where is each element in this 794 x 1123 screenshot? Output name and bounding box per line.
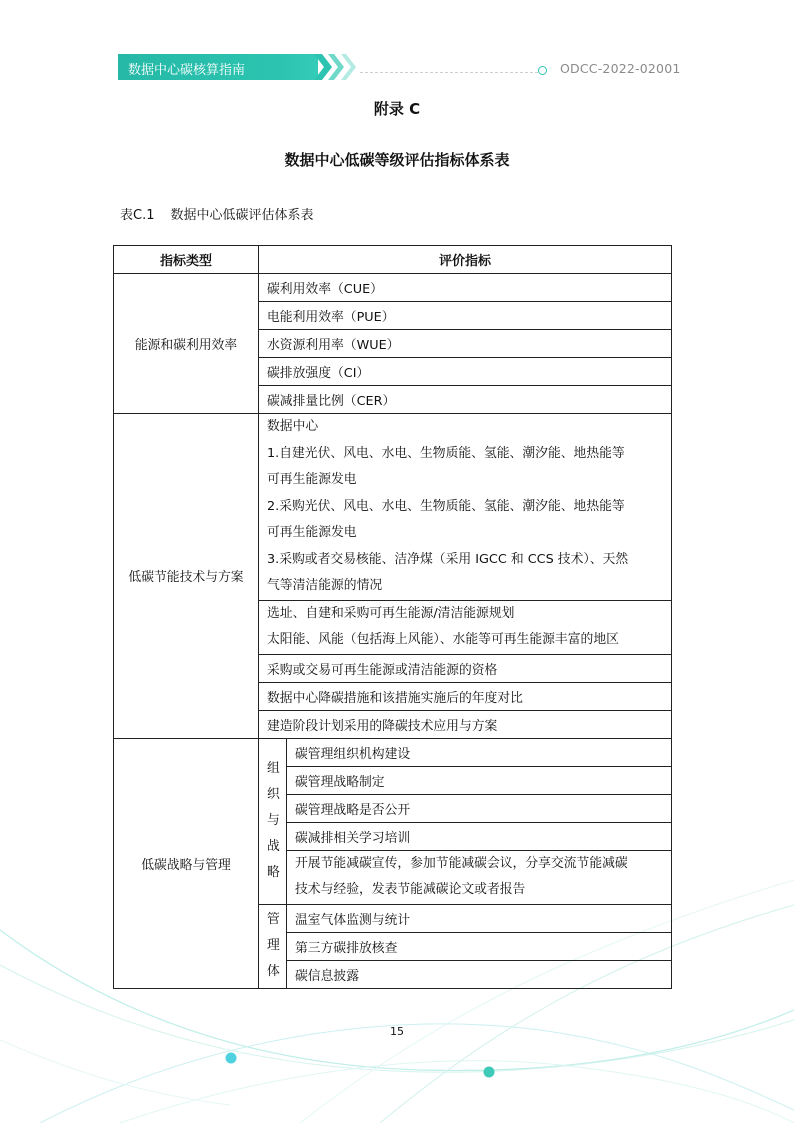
indicator-cell: 数据中心降碳措施和该措施实施后的年度对比 — [259, 682, 672, 710]
table-row — [114, 738, 672, 766]
text-line: 选址、自建和采购可再生能源/清洁能源规划 — [267, 605, 515, 621]
header-chevron-decoration — [314, 54, 360, 80]
indicator-cell: 碳管理战略是否公开 — [287, 794, 672, 822]
group-management-system — [259, 904, 287, 988]
table-caption-label: 表C.1 — [120, 208, 155, 223]
group-organization-strategy — [259, 738, 287, 904]
indicator-cell-multiline — [259, 414, 672, 601]
indicator-cell: 碳减排相关学习培训 — [287, 822, 672, 850]
header-indicator-type: 指标类型 — [114, 246, 259, 274]
vertical-char: 略 — [267, 865, 280, 880]
text-line: 可再生能源发电 — [267, 525, 357, 540]
indicator-cell: 水资源利用率（WUE） — [259, 330, 672, 358]
vertical-char: 战 — [267, 839, 280, 854]
vertical-char: 织 — [267, 787, 280, 802]
text-line: 2.采购光伏、风电、水电、生物质能、氢能、潮汐能、地热能等 — [267, 498, 625, 514]
text-line: 3.采购或者交易核能、洁净煤（采用 IGCC 和 CCS 技术）、天然 — [267, 551, 629, 567]
text-line: 技术与经验，发表节能减碳论文或者报告 — [295, 882, 526, 897]
indicator-cell: 温室气体监测与统计 — [287, 904, 672, 932]
text-line: 太阳能、风能（包括海上风能）、水能等可再生能源丰富的地区 — [267, 632, 619, 647]
indicator-cell: 电能利用效率（PUE） — [259, 302, 672, 330]
vertical-char: 组 — [267, 761, 280, 776]
category-low-carbon-tech: 低碳节能技术与方案 — [114, 414, 259, 739]
indicator-cell-multiline — [287, 850, 672, 904]
indicator-cell: 碳信息披露 — [287, 960, 672, 988]
indicator-cell: 第三方碳排放核查 — [287, 932, 672, 960]
text-line: 气等清洁能源的情况 — [267, 578, 383, 593]
appendix-title: 附录 C — [373, 100, 421, 118]
table-row — [114, 414, 672, 601]
text-line: 1.自建光伏、风电、水电、生物质能、氢能、潮汐能、地热能等 — [267, 445, 625, 461]
table-caption — [120, 204, 314, 223]
indicator-cell: 碳减排量比例（CER） — [259, 386, 672, 414]
indicator-table — [113, 245, 672, 989]
indicator-cell: 采购或交易可再生能源或清洁能源的资格 — [259, 654, 672, 682]
header-dot-icon — [538, 66, 547, 75]
text-line: 数据中心 — [267, 419, 319, 434]
table-header-row — [114, 246, 672, 274]
document-code: ODCC-2022-02001 — [560, 61, 681, 76]
header-divider — [360, 72, 538, 73]
text-line: 开展节能减碳宣传，参加节能减碳会议，分享交流节能减碳 — [295, 855, 628, 871]
table-caption-name: 数据中心低碳评估体系表 — [170, 208, 314, 223]
header-title: 数据中心碳核算指南 — [128, 63, 246, 78]
category-low-carbon-strategy: 低碳战略与管理 — [114, 738, 259, 988]
indicator-cell: 碳利用效率（CUE） — [259, 274, 672, 302]
table-row — [114, 274, 672, 302]
indicator-cell: 碳管理组织机构建设 — [287, 738, 672, 766]
indicator-cell: 建造阶段计划采用的降碳技术应用与方案 — [259, 710, 672, 738]
vertical-char: 理 — [267, 938, 280, 953]
vertical-char: 体 — [267, 964, 280, 979]
header-evaluation-indicator: 评价指标 — [259, 246, 672, 274]
indicator-cell: 碳管理战略制定 — [287, 766, 672, 794]
vertical-char: 管 — [267, 912, 280, 927]
indicator-cell-multiline — [259, 600, 672, 654]
indicator-cell: 碳排放强度（CI） — [259, 358, 672, 386]
text-line: 可再生能源发电 — [267, 472, 357, 487]
category-energy-efficiency: 能源和碳利用效率 — [114, 274, 259, 414]
vertical-char: 与 — [267, 813, 280, 828]
document-title: 数据中心低碳等级评估指标体系表 — [284, 151, 510, 169]
page-number: 15 — [390, 1025, 404, 1038]
